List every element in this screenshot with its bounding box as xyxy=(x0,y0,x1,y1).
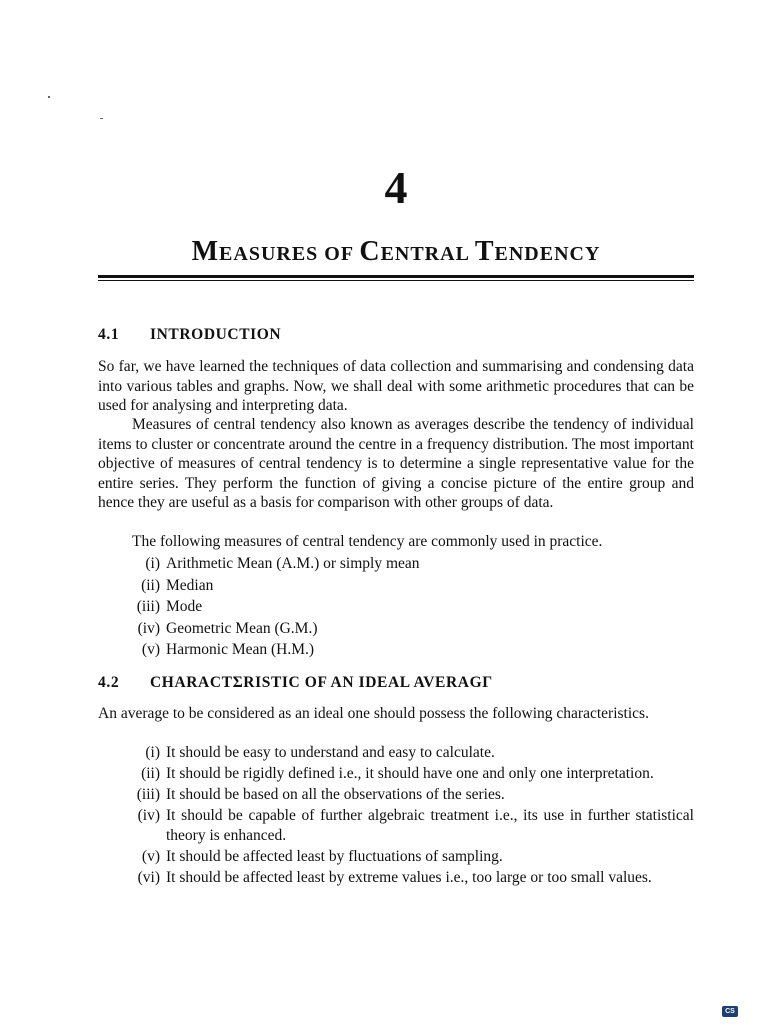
ideal-average-paragraph: An average to be considered as an ideal one should possess the following characteristics. xyxy=(98,705,649,722)
measures-lead-paragraph: The following measures of central tendency are commonly used in practice. xyxy=(132,533,603,550)
title-rule-thin xyxy=(98,280,694,281)
intro-paragraph: So far, we have learned the techniques of data collection and summarising and condensing data into various tables and graphs. Now, we shall deal with some arithmetic procedures that can be used for analysing and interpreting data. xyxy=(98,358,694,414)
chapter-number: 4 xyxy=(384,162,408,213)
list-item: (ii) It should be rigidly defined i.e., it should have one and only one interpretation. xyxy=(141,765,654,782)
section-heading-ideal-average: 4.2 CHARACTΣRISTIC OF AN IDEAL AVERAGΓ xyxy=(98,674,493,691)
list-item: (v) Harmonic Mean (H.M.) xyxy=(141,641,315,658)
measures-list xyxy=(98,553,694,661)
list-item: (iv) It should be capable of further algebraic treatment i.e., its use in further statistical theory is enhanced. xyxy=(137,807,694,844)
title-rule-thick xyxy=(98,275,694,278)
list-item: (vi) It should be affected least by extreme values i.e., too large or too small values. xyxy=(137,868,652,886)
list-item: (iii) It should be based on all the observations of the series. xyxy=(136,786,505,803)
central-tendency-paragraph: Measures of central tendency also known as averages describe the tendency of individual items to cluster or concentrate around the centre in a frequency distribution. The most important objective of measures of central tendency is to determine a single representative value for the entire series. They perform the function of giving a concise picture of the entire group and hence they are useful as a basis for comparison with other groups of data. xyxy=(98,416,694,511)
list-item: (v) It should be affected least by fluctuations of sampling. xyxy=(141,847,503,865)
list-item: (iii) Mode xyxy=(136,598,203,615)
list-item: (i) It should be easy to understand and easy to calculate. xyxy=(145,744,495,761)
list-item: (iv) Geometric Mean (G.M.) xyxy=(137,619,318,637)
chapter-title: MEASURES OF CENTRAL TENDENCY xyxy=(191,236,601,267)
list-item: (ii) Median xyxy=(141,576,214,594)
scan-speck xyxy=(100,118,103,119)
section-heading-introduction: 4.1 INTRODUCTION xyxy=(98,326,282,343)
camscanner-icon: CS xyxy=(722,1006,738,1017)
characteristics-list xyxy=(98,743,694,889)
scan-speck xyxy=(48,96,50,98)
list-item: (i) Arithmetic Mean (A.M.) or simply mean xyxy=(145,555,420,572)
